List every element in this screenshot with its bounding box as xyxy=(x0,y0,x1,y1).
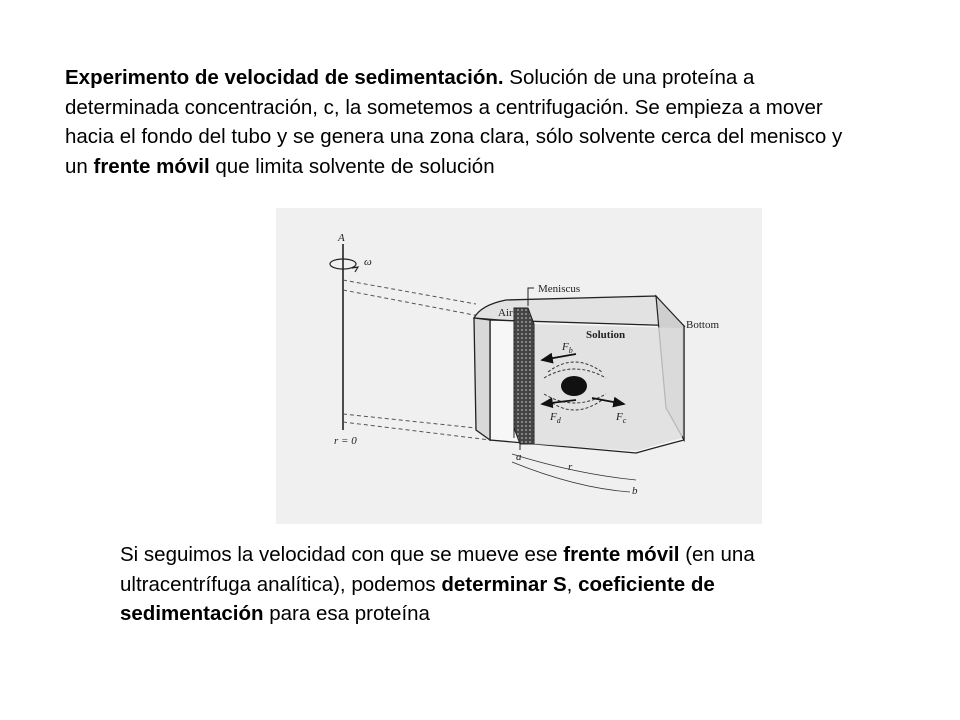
moving-boundary-band xyxy=(514,308,534,444)
origin-label: r = 0 xyxy=(334,435,357,447)
fd-label: $F_d$ xyxy=(550,411,561,425)
a-label: a xyxy=(516,451,522,463)
conclusion-bold-moving-front: frente móvil xyxy=(563,543,680,566)
bottom-label: Bottom xyxy=(686,319,720,331)
sedimentation-diagram xyxy=(276,208,762,524)
conclusion-bold-determine-s: determinar S xyxy=(441,572,567,596)
solution-label: Solution xyxy=(586,329,626,341)
intro-text-1: Solución de una proteína a determinada concentración, c, la sometemos a centrifugación. Se empieza a mover hacia el fondo del tubo y se genera una zona clara, sólo solvente cerca del menisco y un xyxy=(65,66,843,178)
protein-particle xyxy=(561,376,587,396)
fc-label: $F_c$ xyxy=(616,411,627,425)
b-label: b xyxy=(632,485,638,497)
intro-text-2: que limita solvente de solución xyxy=(209,154,495,178)
conclusion-text-2: (en una ultracentrífuga analítica), podemos xyxy=(120,543,755,596)
fb-label: $F_b$ xyxy=(562,341,573,355)
conclusion-text-3: , xyxy=(566,572,579,596)
cell-left-face xyxy=(474,318,490,440)
conclusion-text-1: Si seguimos la velocidad con que se mueve ese xyxy=(120,543,564,566)
intro-title: Experimento de velocidad de sedimentación. xyxy=(65,66,504,89)
conclusion-text-4: para esa proteína xyxy=(263,602,430,625)
conclusion-paragraph xyxy=(120,540,820,629)
conclusion-bold-coefficient: coeficiente de sedimentación xyxy=(120,572,715,625)
intro-bold-moving-front: frente móvil xyxy=(93,154,210,178)
air-label: Air xyxy=(498,307,513,319)
solution-region xyxy=(534,324,682,451)
omega-label: ω xyxy=(364,256,372,268)
intro-paragraph xyxy=(65,63,865,181)
axis-label: A xyxy=(338,232,345,244)
meniscus-label: Meniscus xyxy=(538,283,581,295)
r-label: r xyxy=(568,461,573,473)
sedimentation-diagram-svg xyxy=(276,208,762,524)
